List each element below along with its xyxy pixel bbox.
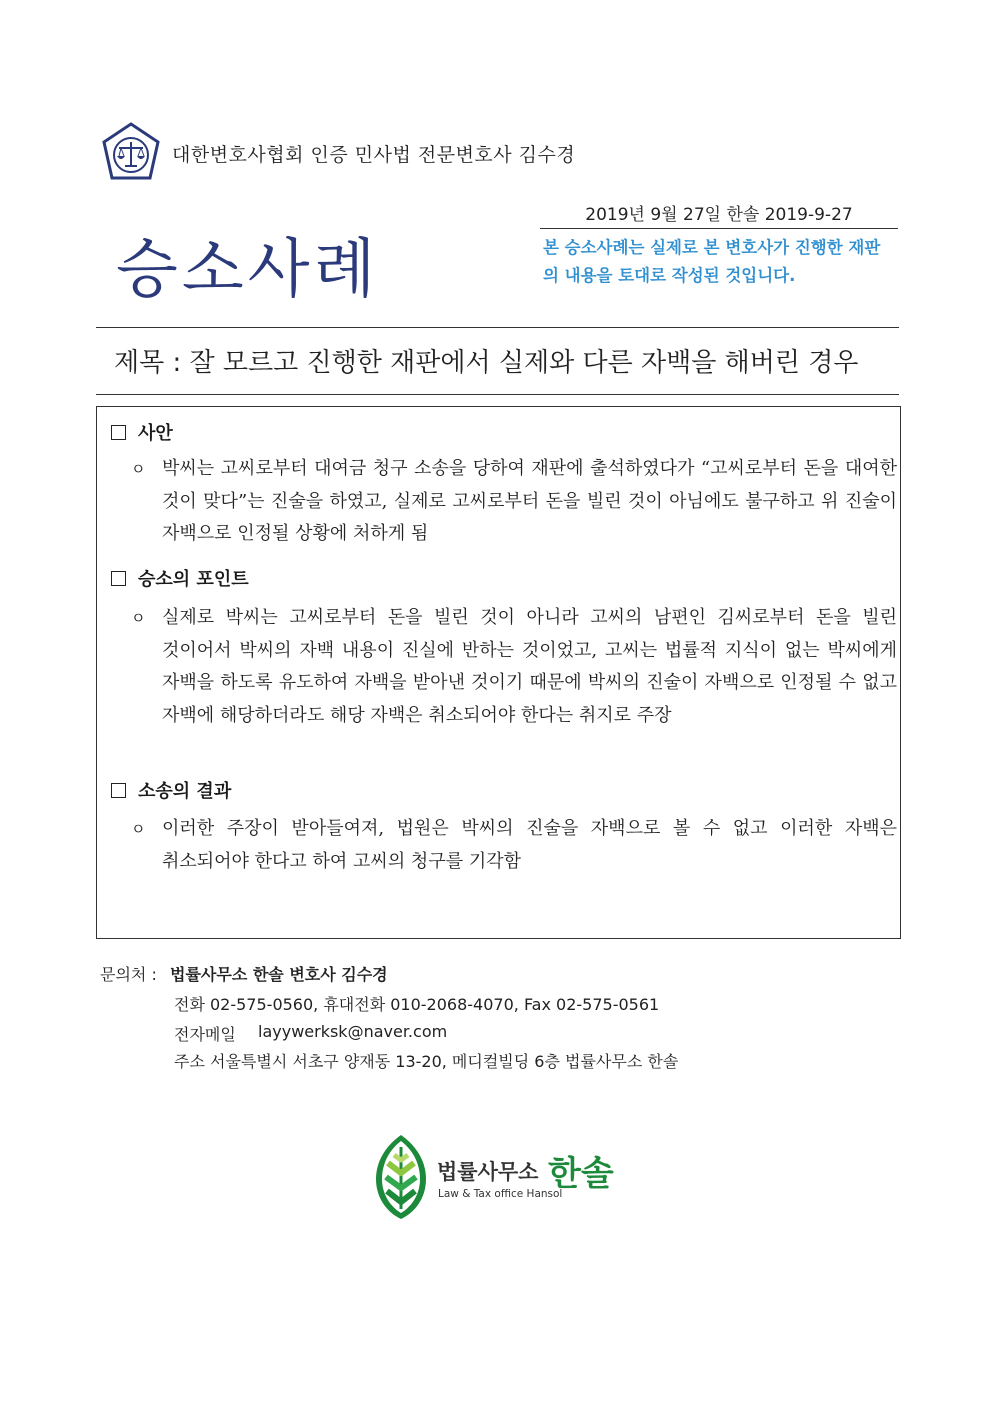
divider-top bbox=[96, 327, 899, 328]
contact-email[interactable]: layywerksk@naver.com bbox=[258, 1022, 448, 1041]
list-item bbox=[131, 602, 897, 732]
section-heading-result bbox=[111, 777, 231, 803]
bullet-icon: ㅇ bbox=[131, 820, 146, 838]
contact-label: 문의처 : bbox=[100, 965, 157, 984]
subject-title: 제목 : 잘 모르고 진행한 재판에서 실제와 다른 자백을 해버린 경우 bbox=[114, 348, 859, 378]
contact-phone: 전화 02-575-0560, 휴대전화 010-2068-4070, Fax 02-575-0561 bbox=[174, 995, 660, 1014]
logo-brand-name: 한솔 bbox=[548, 1154, 614, 1194]
date-line: 2019년 9월 27일 한솔 2019-9-27 bbox=[540, 200, 898, 229]
checkbox-square-icon bbox=[111, 425, 126, 440]
contact-name: 법률사무소 한솔 변호사 김수경 bbox=[170, 965, 388, 984]
contact-email-label: 전자메일 bbox=[174, 1025, 236, 1044]
section-heading-winning-point bbox=[111, 565, 249, 591]
bullet-icon: ㅇ bbox=[131, 609, 146, 627]
section-heading-case bbox=[111, 419, 173, 445]
checkbox-square-icon bbox=[111, 571, 126, 586]
divider-bottom bbox=[96, 394, 899, 395]
bullet-icon: ㅇ bbox=[131, 460, 146, 478]
notice-text: 본 승소사례는 실제로 본 변호사가 진행한 재판의 내용을 토대로 작성된 것입니다. bbox=[543, 238, 881, 285]
logo-english-text: Law & Tax office Hansol bbox=[438, 1188, 563, 1200]
list-item bbox=[131, 813, 897, 878]
logo-korean-text: 법률사무소 bbox=[437, 1160, 539, 1184]
certification-text: 대한변호사협회 인증 민사법 전문변호사 김수경 bbox=[172, 144, 576, 166]
bar-association-seal-icon bbox=[100, 122, 162, 184]
page-title: 승소사례 bbox=[116, 233, 380, 307]
checkbox-square-icon bbox=[111, 783, 126, 798]
list-item-text: 박씨는 고씨로부터 대여금 청구 소송을 당하여 재판에 출석하였다가 “고씨로부터 돈을 대여한 것이 맞다”는 진술을 하였고, 실제로 고씨로부터 돈을 빌린 것이 아님에도 불구하고 위 진술이 자백으로 인정될 상황에 처하게 됨 bbox=[162, 458, 897, 544]
section-heading-label: 소송의 결과 bbox=[138, 781, 232, 802]
section-heading-label: 승소의 포인트 bbox=[138, 569, 249, 590]
list-item-text: 실제로 박씨는 고씨로부터 돈을 빌린 것이 아니라 고씨의 남편인 김씨로부터 돈을 빌린 것이어서 박씨의 자백 내용이 진실에 반하는 것이었고, 고씨는 법률적 지식이 없는 박씨에게 자백을 하도록 유도하여 자백을 받아낸 것이기 때문에 박씨의 진술이 자백으로 인정될 수 없고 자백에 해당하더라도 해당 자백은 취소되어야 한다는 취지로 주장 bbox=[162, 607, 897, 726]
section-heading-label: 사안 bbox=[138, 423, 173, 444]
case-box bbox=[96, 406, 901, 939]
list-item bbox=[131, 453, 897, 551]
contact-address: 주소 서울특별시 서초구 양재동 13-20, 메디컬빌딩 6층 법률사무소 한솔 bbox=[174, 1052, 679, 1071]
hansol-leaf-logo-icon bbox=[374, 1133, 428, 1221]
list-item-text: 이러한 주장이 받아들여져, 법원은 박씨의 진술을 자백으로 볼 수 없고 이러한 자백은 취소되어야 한다고 하여 고씨의 청구를 기각함 bbox=[162, 818, 897, 872]
